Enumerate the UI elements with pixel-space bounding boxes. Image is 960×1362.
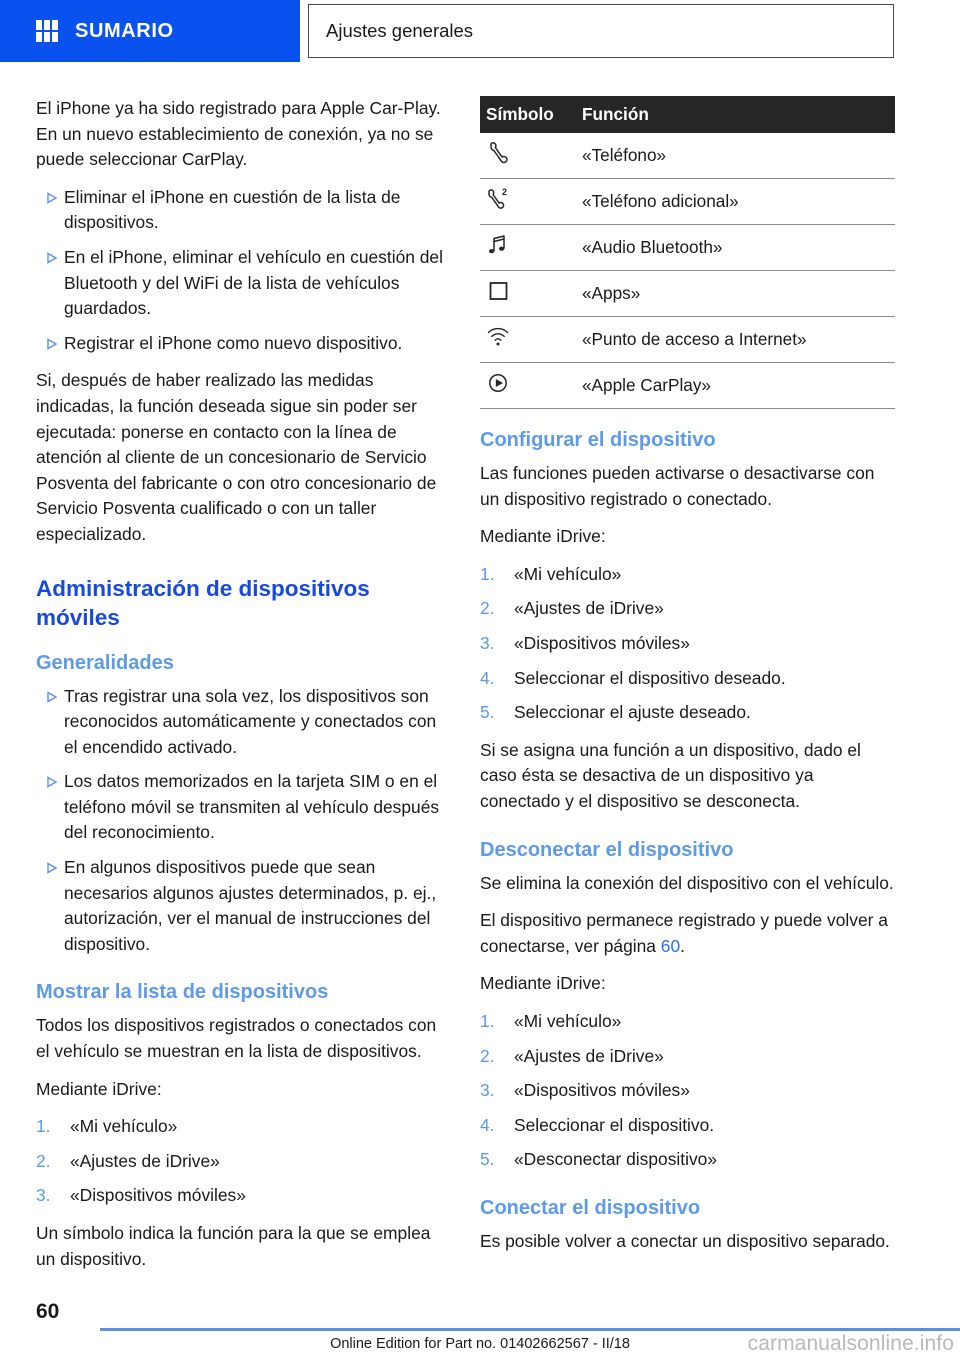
list-item [36,331,451,357]
paragraph-configurar: Las funciones pueden activarse o desactivarse con un dispositivo registrado o conectado. [480,463,875,509]
list-item-label: Tras registrar una sola vez, los dispositivos son reconocidos automáticamente y conectados con el encendido activado. [64,685,437,757]
list-number: 2. [36,1150,51,1171]
paragraph-ver-pagina-post: . [680,935,685,956]
cell-function: «Teléfono adicional» [574,179,895,225]
triangle-bullet-icon [39,776,48,786]
list-number: 3. [36,1185,51,1206]
cell-symbol [480,363,574,409]
list-item [36,185,451,236]
list-number: 2. [480,1045,495,1066]
list-item-label: «Desconectar dispositivo» [514,1149,717,1170]
list-item [36,855,451,957]
table-row [480,133,895,179]
list-number: 2. [480,598,495,619]
column-header-simbolo: Símbolo [480,96,574,133]
cell-symbol [480,271,574,317]
paragraph-service: Si, después de haber realizado las medidas indicadas, la función deseada sigue sin poder ser ejecutada: ponerse en contacto con la línea de atención al cliente de un concesionario de Servicio Posventa del fabricante o con otro concesionario de Servicio Posventa cualificado o con un taller especializado. [36,370,437,544]
paragraph-desconectar: Se elimina la conexión del dispositivo con el vehículo. [480,872,894,893]
app-square-icon [486,278,520,306]
heading-mostrar-lista: Mostrar la lista de dispositivos [36,981,329,1004]
table-row [480,271,895,317]
list-item [480,1147,895,1173]
chapter-tab[interactable] [308,4,894,58]
heading-generalidades: Generalidades [36,651,174,674]
footer-note: Online Edition for Part no. 01402662567 - II/18 [330,1336,630,1352]
paragraph-ver-pagina-pre: El dispositivo permanece registrado y puede volver a conectarse, ver página [480,910,888,956]
cell-function: «Apps» [574,271,895,317]
cell-function: «Teléfono» [574,133,895,179]
table-row [480,179,895,225]
paragraph-intro: El iPhone ya ha sido registrado para Apple Car-Play. En un nuevo establecimiento de conexión, ya no se puede seleccionar CarPlay. [36,98,441,170]
list-item-label: Seleccionar el dispositivo. [514,1114,715,1135]
cell-symbol [480,225,574,271]
list-number: 3. [480,632,495,653]
sumario-label: SUMARIO [75,19,174,42]
list-item-label: «Dispositivos móviles» [514,632,690,653]
bullet-list-generalidades [36,684,451,958]
paragraph-simbolo: Un símbolo indica la función para la que se emplea un dispositivo. [36,1223,431,1269]
paragraph-ver-pagina [480,908,895,959]
phone-handset-2-icon [486,186,520,214]
list-number: 5. [480,702,495,723]
list-item [480,562,895,588]
left-column [36,96,451,1284]
list-item-label: «Mi vehículo» [514,1010,622,1031]
list-item [36,769,451,846]
grid-icon [36,20,58,42]
list-item [36,245,451,322]
triangle-bullet-icon [39,192,48,202]
paragraph-asignacion: Si se asigna una función a un dispositivo, dado el caso ésta se desactiva de un dispositivo ya conectado y el dispositivo se desconecta. [480,739,861,811]
list-item-label: «Ajustes de iDrive» [514,598,664,619]
sumario-tab[interactable] [0,0,300,62]
paragraph-mediante-idrive-1: Mediante iDrive: [480,526,606,547]
cell-function: «Apple CarPlay» [574,363,895,409]
list-item [36,684,451,761]
page-header [0,0,960,62]
list-item [480,596,895,622]
list-item [480,1009,895,1035]
list-item [36,1149,451,1175]
page-reference-link[interactable]: 60 [660,935,681,956]
svg-text:2: 2 [502,187,508,197]
list-item-label: En el iPhone, eliminar el vehículo en cuestión del Bluetooth y del WiFi de la lista de vehículos guardados. [64,246,443,319]
wifi-hotspot-icon [486,324,520,352]
cell-symbol [480,317,574,363]
list-item-label: Eliminar el iPhone en cuestión de la lista de dispositivos. [64,186,401,233]
list-item [480,631,895,657]
page-footer [0,1300,960,1362]
heading-administracion: Administración de dispositivos móviles [36,575,370,630]
heading-configurar: Configurar el dispositivo [480,429,716,451]
list-item [480,700,895,726]
page-number: 60 [36,1300,60,1323]
list-number: 3. [480,1080,495,1101]
numbered-list-mostrar [36,1114,451,1209]
list-item-label: Seleccionar el dispositivo deseado. [514,667,786,688]
cell-function: «Audio Bluetooth» [574,225,895,271]
list-item [480,1078,895,1104]
list-item [480,666,895,692]
list-number: 4. [480,1114,495,1135]
footer-rule [100,1328,960,1331]
list-item-label: «Ajustes de iDrive» [514,1045,664,1066]
list-number: 4. [480,667,495,688]
right-column [480,96,895,1266]
cell-function: «Punto de acceso a Internet» [574,317,895,363]
list-number: 5. [480,1149,495,1170]
list-number: 1. [480,563,495,584]
table-row [480,363,895,409]
list-item-label: Los datos memorizados en la tarjeta SIM o en el teléfono móvil se transmiten al vehículo después del reconocimiento. [64,771,440,843]
bullet-list-carplay [36,185,451,357]
list-item-label: «Mi vehículo» [70,1116,178,1137]
list-item-label: «Ajustes de iDrive» [70,1150,220,1171]
cell-symbol [480,179,574,225]
paragraph-mediante-idrive-2: Mediante iDrive: [480,973,606,994]
triangle-bullet-icon [39,862,48,872]
heading-desconectar: Desconectar el dispositivo [480,838,734,861]
list-item-label: «Mi vehículo» [514,563,622,584]
list-item-label: Registrar el iPhone como nuevo dispositivo. [64,332,403,353]
cell-symbol [480,133,574,179]
paragraph-mediante-idrive: Mediante iDrive: [36,1078,162,1099]
list-item-label: Seleccionar el ajuste deseado. [514,702,751,723]
list-item [36,1114,451,1140]
symbol-function-table [480,96,895,409]
column-header-funcion: Función [574,96,895,133]
list-item-label: «Dispositivos móviles» [70,1185,246,1206]
table-row [480,317,895,363]
paragraph-conectar: Es posible volver a conectar un dispositivo separado. [480,1230,890,1251]
list-number: 1. [36,1116,51,1137]
music-note-icon [486,232,520,260]
list-item-label: «Dispositivos móviles» [514,1080,690,1101]
table-header-row [480,96,895,133]
list-item [480,1044,895,1070]
list-item [480,1113,895,1139]
chapter-title: Ajustes generales [326,20,474,41]
triangle-bullet-icon [39,252,48,262]
list-item-label: En algunos dispositivos puede que sean necesarios algunos ajustes determinados, p. ej., autorización, ver el manual de instrucciones del dispositivo. [64,857,437,954]
paragraph-lista: Todos los dispositivos registrados o conectados con el vehículo se muestran en la lista de dispositivos. [36,1015,437,1062]
phone-handset-icon [486,140,520,168]
list-number: 1. [480,1010,495,1031]
carplay-play-circle-icon [486,370,520,398]
list-item [36,1183,451,1209]
triangle-bullet-icon [39,691,48,701]
watermark: carmanualsonline.info [747,1332,954,1355]
heading-conectar: Conectar el dispositivo [480,1196,701,1219]
numbered-list-desconectar [480,1009,895,1173]
numbered-list-configurar [480,562,895,726]
triangle-bullet-icon [39,338,48,348]
table-row [480,225,895,271]
